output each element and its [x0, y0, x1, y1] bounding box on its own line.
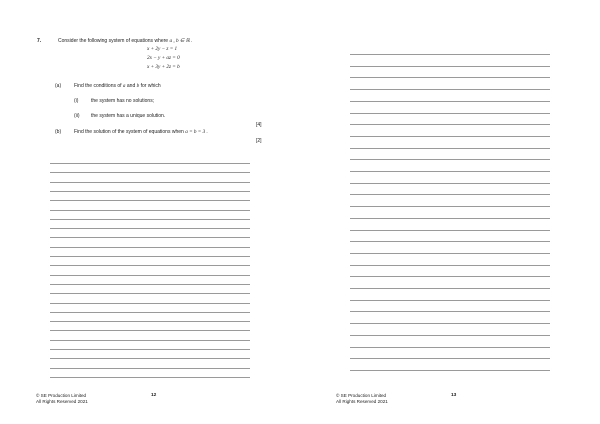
answer-line: [350, 77, 550, 78]
answer-line: [350, 276, 550, 277]
answer-line: [50, 191, 250, 192]
answer-line: [50, 349, 250, 350]
answer-line: [50, 200, 250, 201]
answer-line: [50, 303, 250, 304]
page-number: 12: [151, 393, 157, 398]
answer-line: [350, 300, 550, 301]
answer-line: [50, 256, 250, 257]
right-page: [300, 0, 600, 424]
part-b-marks: [2]: [256, 138, 262, 144]
answer-line: [350, 89, 550, 90]
answer-line: [350, 113, 550, 114]
question-prompt-text: Consider the following system of equations where: [58, 38, 169, 44]
part-a-var-a: a: [122, 83, 126, 89]
rights-text: All Rights Reserved 2021: [336, 399, 388, 404]
answer-line: [50, 237, 250, 238]
answer-line: [350, 148, 550, 149]
answer-line: [350, 323, 550, 324]
answer-line: [50, 358, 250, 359]
answer-line: [350, 136, 550, 137]
answer-line: [50, 284, 250, 285]
subpart-ii-label: (ii): [74, 113, 80, 119]
answer-line: [50, 163, 250, 164]
answer-line: [50, 340, 250, 341]
answer-line: [350, 183, 550, 184]
footer-left: [36, 393, 88, 405]
answer-line: [50, 182, 250, 183]
answer-line: [350, 253, 550, 254]
answer-line: [50, 219, 250, 220]
subpart-i-text: the system has no solutions;: [91, 98, 155, 104]
answer-line: [350, 370, 550, 371]
question-prompt-math: a , b ∈ ℝ .: [169, 38, 193, 44]
answer-line: [350, 230, 550, 231]
part-b-label: (b): [55, 129, 62, 135]
answer-line: [50, 265, 250, 266]
answer-line: [350, 311, 550, 312]
part-a-label: (a): [55, 83, 62, 89]
answer-line: [50, 321, 250, 322]
answer-line: [350, 358, 550, 359]
answer-line: [50, 275, 250, 276]
answer-line: [50, 172, 250, 173]
footer-right: [336, 393, 388, 405]
copyright-text: © SE Production Limited: [336, 393, 387, 398]
answer-line: [50, 228, 250, 229]
question-number: 7.: [37, 38, 42, 44]
part-a-prefix: Find the conditions of: [74, 83, 122, 89]
part-b-prefix: Find the solution of the system of equations when: [74, 129, 184, 135]
answer-line: [350, 206, 550, 207]
answer-line: [50, 210, 250, 211]
part-a-and: and: [126, 83, 136, 89]
answer-line: [350, 159, 550, 160]
answer-line: [50, 377, 250, 378]
answer-lines-left: [50, 0, 250, 424]
answer-line: [50, 247, 250, 248]
answer-line: [350, 347, 550, 348]
answer-line: [50, 312, 250, 313]
part-b-math: a = b = 3 .: [185, 129, 208, 135]
answer-line: [350, 194, 550, 195]
answer-line: [350, 66, 550, 67]
part-a-var-b: b: [136, 83, 140, 89]
copyright-text: © SE Production Limited: [36, 393, 87, 398]
page-number: 13: [451, 393, 457, 398]
answer-line: [350, 265, 550, 266]
answer-line: [350, 171, 550, 172]
part-a-suffix: for which: [140, 83, 161, 89]
answer-line: [50, 368, 250, 369]
answer-line: [350, 288, 550, 289]
answer-line: [350, 241, 550, 242]
answer-lines-right: [350, 0, 550, 424]
subpart-i-label: (i): [74, 98, 79, 104]
part-a-marks: [4]: [256, 122, 262, 128]
answer-line: [350, 218, 550, 219]
rights-text: All Rights Reserved 2021: [36, 399, 88, 404]
answer-line: [350, 124, 550, 125]
subpart-ii-text: the system has a unique solution.: [91, 113, 166, 119]
equation-1: x + 2y − z = 1: [147, 46, 178, 52]
answer-line: [350, 335, 550, 336]
equation-2: 2x − y + az = 0: [147, 55, 180, 61]
answer-line: [50, 293, 250, 294]
answer-line: [350, 101, 550, 102]
answer-line: [350, 54, 550, 55]
answer-line: [50, 330, 250, 331]
equation-3: x + 3y + 2z = b: [147, 64, 180, 70]
